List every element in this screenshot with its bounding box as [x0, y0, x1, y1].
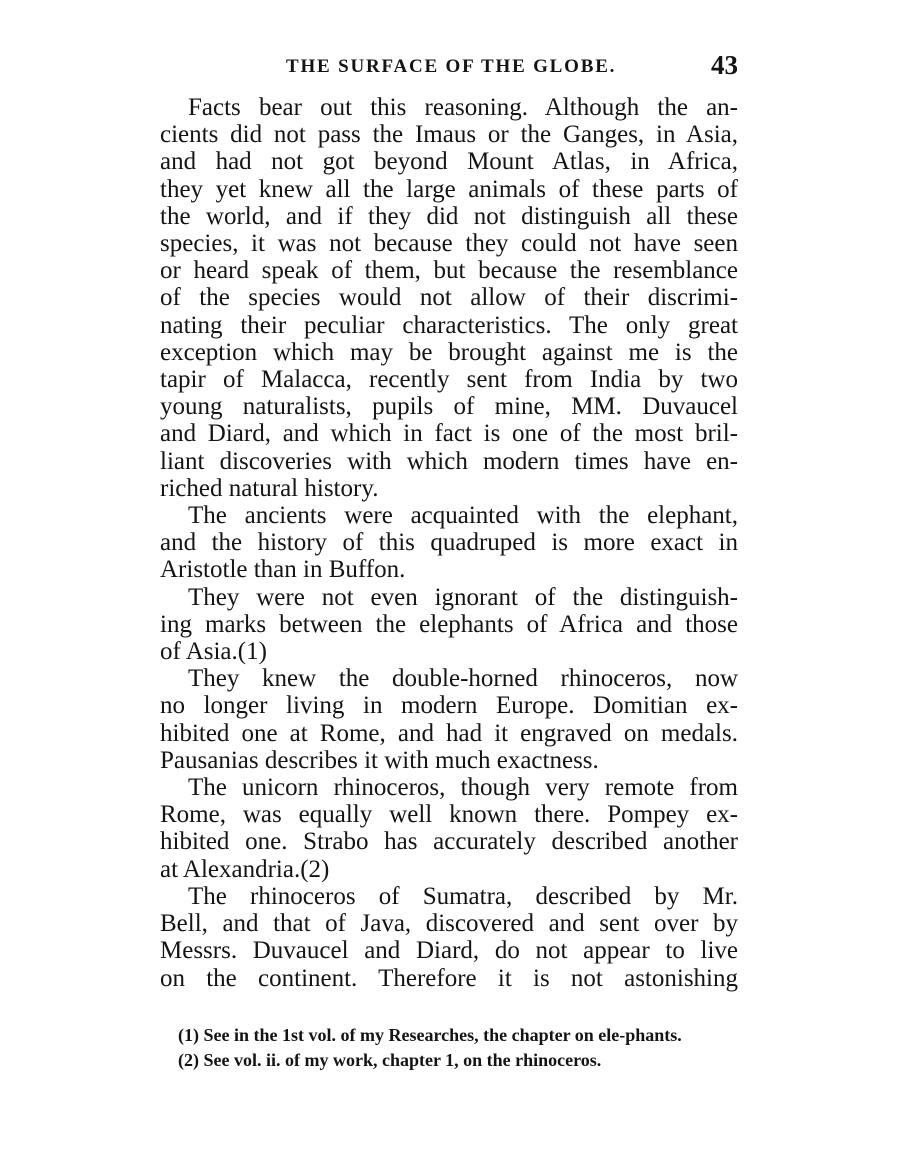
- text-line: of Asia.(1): [160, 638, 267, 666]
- text-line: they yet knew all the large animals of these parts of: [160, 175, 738, 203]
- text-line: the world, and if they did not distinguish all these: [160, 202, 738, 230]
- text-line: cients did not pass the Imaus or the Ganges, in Asia,: [160, 121, 738, 149]
- text-line: hibited one. Strabo has accurately described another: [160, 828, 738, 856]
- text-line: nating their peculiar characteristics. The only great: [160, 311, 738, 339]
- text-line: or heard speak of them, but because the resemblance: [160, 257, 738, 285]
- text-line: Rome, was equally well known there. Pompey ex-: [160, 801, 738, 829]
- text-line: on the continent. Therefore it is not astonishing: [160, 964, 738, 992]
- text-line: no longer living in modern Europe. Domitian ex-: [160, 692, 738, 720]
- text-line: They were not even ignorant of the distinguish-: [188, 583, 738, 611]
- text-line: at Alexandria.(2): [160, 855, 330, 883]
- footnote-2: (2) See vol. ii. of my work, chapter 1, on the rhinoceros.: [178, 1050, 602, 1070]
- text-line: tapir of Malacca, recently sent from India by two: [160, 366, 738, 394]
- text-line: Facts bear out this reasoning. Although the an-: [188, 94, 738, 121]
- page-header: [160, 50, 738, 90]
- text-line: species, it was not because they could not have seen: [160, 230, 738, 258]
- text-line: Bell, and that of Java, discovered and sent over by: [160, 910, 738, 938]
- text-line: The rhinoceros of Sumatra, described by Mr.: [188, 882, 738, 910]
- footnote-1: (1) See in the 1st vol. of my Researches, the chapter on ele-phants.: [178, 1025, 682, 1045]
- body-text: [160, 94, 738, 992]
- text-line: Messrs. Duvaucel and Diard, do not appear to live: [160, 937, 738, 965]
- text-line: young naturalists, pupils of mine, MM. Duvaucel: [160, 393, 738, 421]
- text-line: exception which may be brought against me is the: [160, 338, 738, 366]
- text-line: The ancients were acquainted with the elephant,: [188, 502, 738, 530]
- page-number: 43: [711, 50, 738, 80]
- text-line: The unicorn rhinoceros, though very remote from: [188, 774, 738, 802]
- text-line: and Diard, and which in fact is one of the most bril-: [160, 420, 738, 448]
- text-line: Pausanias describes it with much exactness.: [160, 746, 599, 774]
- text-line: riched natural history.: [160, 474, 379, 502]
- text-line: and the history of this quadruped is more exact in: [160, 529, 738, 557]
- text-line: of the species would not allow of their discrimi-: [160, 284, 738, 312]
- text-line: ing marks between the elephants of Africa and those: [160, 610, 738, 638]
- text-line: Aristotle than in Buffon.: [160, 556, 406, 584]
- text-line: They knew the double-horned rhinoceros, now: [188, 665, 738, 693]
- running-title: THE SURFACE OF THE GLOBE.: [286, 56, 617, 77]
- text-line: and had not got beyond Mount Atlas, in Africa,: [160, 148, 738, 176]
- footnotes: [160, 1024, 738, 1071]
- text-line: hibited one at Rome, and had it engraved on medals.: [160, 719, 738, 747]
- text-line: liant discoveries with which modern times have en-: [160, 447, 738, 475]
